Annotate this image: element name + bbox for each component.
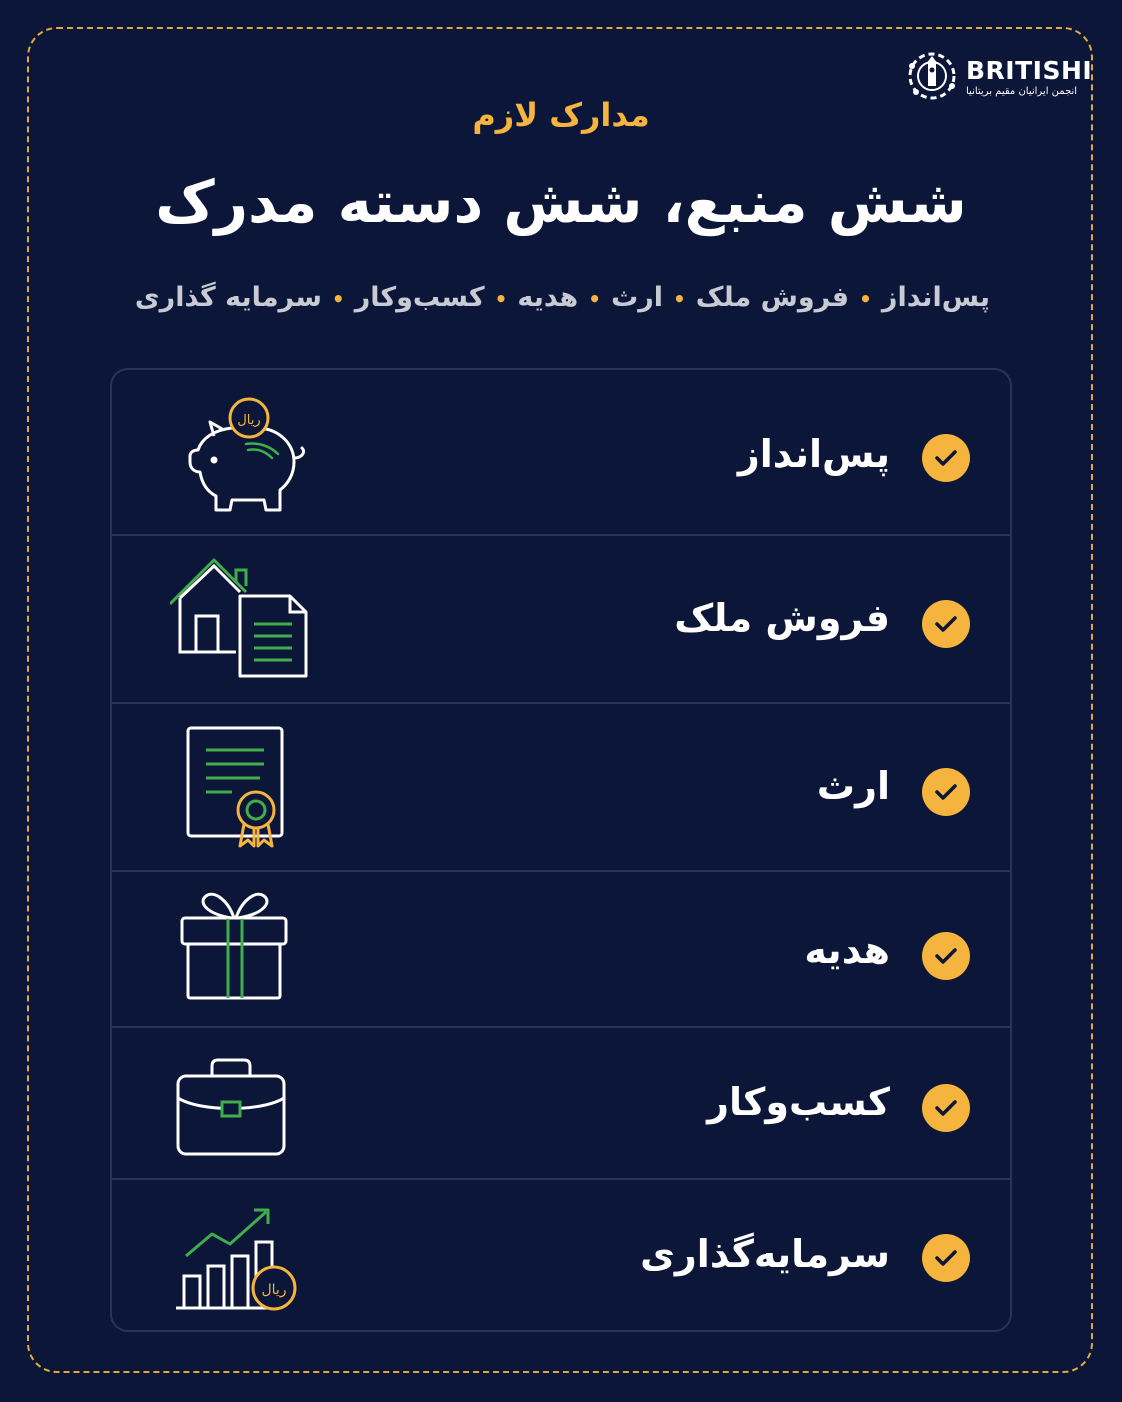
eyebrow-heading: مدارک لازم (472, 96, 650, 134)
growth-chart-icon (170, 1190, 310, 1320)
summary-item: سرمایه گذاری (134, 282, 322, 313)
summary-item: کسب‌وکار (354, 282, 485, 313)
source-row-inheritance (112, 704, 1010, 872)
source-row-business (112, 1028, 1010, 1180)
source-label: کسب‌وکار (707, 1080, 890, 1124)
checkmark-icon (922, 600, 970, 648)
piggy-bank-icon (170, 392, 310, 522)
source-row-investment (112, 1180, 1010, 1330)
checkmark-icon (922, 1084, 970, 1132)
bullet-dot: • (331, 286, 345, 311)
checkmark-icon (922, 434, 970, 482)
sources-summary (135, 282, 990, 313)
coin-label: ریال (261, 1282, 287, 1298)
source-label: ارث (816, 764, 890, 808)
brand-tagline: انجمن ایرانیان مقیم بریتانیا (966, 86, 1078, 97)
briefcase-icon (170, 1042, 310, 1172)
checkmark-icon (922, 768, 970, 816)
source-label: فروش ملک (674, 596, 890, 640)
source-label: هدیه (804, 928, 890, 972)
source-row-property-sale (112, 536, 1010, 704)
source-row-savings (112, 370, 1010, 536)
page-title: شش منبع، شش دسته مدرک (155, 168, 967, 236)
bullet-dot: • (494, 286, 508, 311)
coin-label: ریال (237, 413, 261, 428)
summary-item: فروش ملک (695, 282, 850, 313)
certificate-icon (170, 724, 310, 854)
bullet-dot: • (859, 286, 872, 311)
bullet-dot: • (588, 286, 602, 311)
brand-name: BRITISHI (966, 56, 1093, 85)
source-row-gift (112, 872, 1010, 1028)
source-label: پس‌انداز (737, 432, 890, 476)
gift-icon (170, 886, 310, 1016)
summary-item: هدیه (517, 282, 579, 313)
bullet-dot: • (673, 286, 686, 311)
checkmark-icon (922, 932, 970, 980)
source-label: سرمایه‌گذاری (640, 1232, 890, 1276)
summary-item: پس‌انداز (881, 282, 990, 313)
sources-card (110, 368, 1012, 1332)
checkmark-icon (922, 1234, 970, 1282)
summary-item: ارث (611, 282, 663, 313)
house-document-icon (170, 556, 310, 686)
